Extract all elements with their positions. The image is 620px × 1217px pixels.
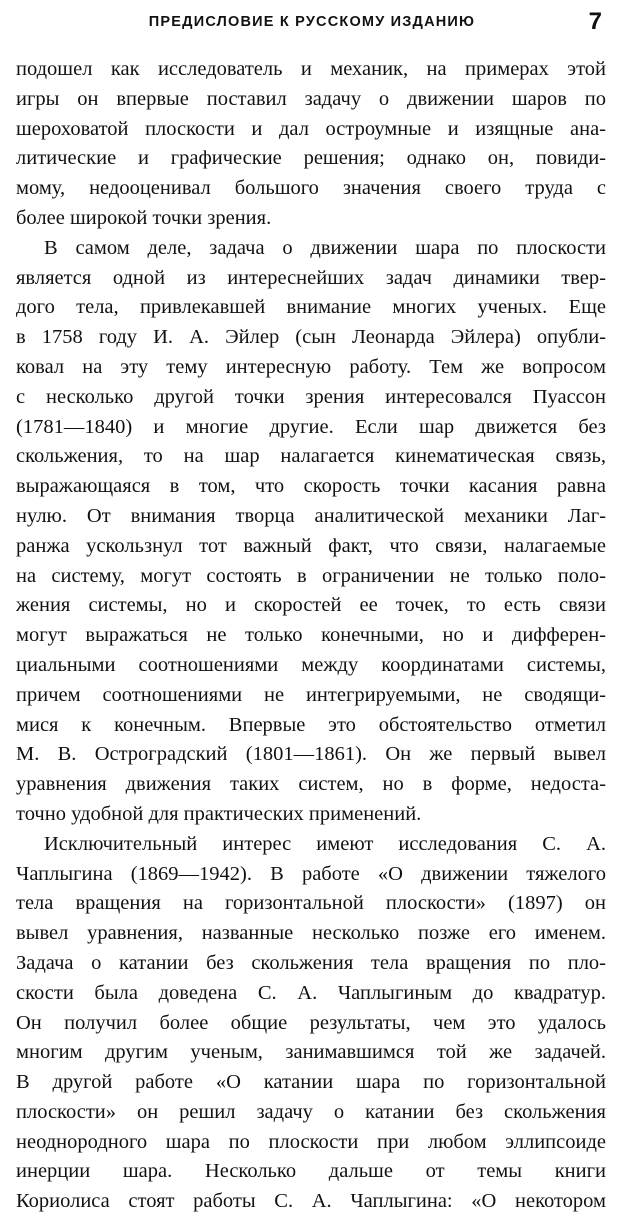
- text-line: с несколько другой точки зрения интересовался Пуассон: [16, 385, 606, 408]
- text-line: причем соотношениями не интегрируемыми, не сводящи-: [16, 683, 606, 706]
- text-line: тела вращения на горизонтальной плоскости» (1897) он: [16, 892, 606, 915]
- text-line: инерции шара. Несколько дальше от темы книги: [16, 1160, 606, 1183]
- text-line: (1781—1840) и многие другие. Если шар движется без: [16, 415, 606, 438]
- text-line: циальными соотношениями между координатами системы,: [16, 653, 606, 676]
- text-line: шероховатой плоскости и дал остроумные и изящные ана-: [16, 117, 606, 140]
- running-head: ПРЕДИСЛОВИЕ К РУССКОМУ ИЗДАНИЮ: [148, 14, 476, 30]
- text-line: Он получил более общие результаты, чем это удалось: [16, 1011, 606, 1034]
- text-line: плоскости» он решил задачу о катании без скольжения: [16, 1100, 606, 1123]
- page-header: [22, 8, 602, 38]
- text-line: В другой работе «О катании шара по горизонтальной: [16, 1071, 606, 1094]
- text-line: литические и графические решения; однако он, повиди-: [16, 147, 606, 170]
- body-text: [16, 55, 606, 1217]
- text-line: В самом деле, задача о движении шара по плоскости: [44, 236, 606, 259]
- text-line: мому, недооценивал большого значения своего труда с: [16, 177, 606, 200]
- text-line: более широкой точки зрения.: [16, 206, 272, 229]
- text-line: уравнения движения таких систем, но в форме, недоста-: [16, 773, 606, 796]
- text-line: ковал на эту тему интересную работу. Тем же вопросом: [16, 355, 606, 378]
- text-line: Исключительный интерес имеют исследования С. А.: [44, 832, 606, 855]
- text-line: нулю. От внимания творца аналитической механики Лаг-: [16, 504, 606, 527]
- text-line: многим другим ученым, занимавшимся той же задачей.: [16, 1041, 606, 1064]
- text-line: вывел уравнения, названные несколько позже его именем.: [16, 922, 606, 945]
- text-line: ранжа ускользнул тот важный факт, что связи, налагаемые: [16, 534, 606, 557]
- text-line: дого тела, привлекавшей внимание многих ученых. Еще: [16, 296, 606, 319]
- text-line: скольжения, то на шар налагается кинематическая связь,: [16, 445, 606, 468]
- text-line: могут выражаться не только конечными, но и дифферен-: [16, 624, 606, 647]
- text-line: мися к конечным. Впервые это обстоятельство отметил: [16, 713, 606, 736]
- text-line: Кориолиса стоят работы С. А. Чаплыгина: «О некотором: [16, 1190, 606, 1213]
- text-line: игры он впервые поставил задачу о движении шаров по: [16, 87, 606, 110]
- page-number: 7: [588, 8, 602, 35]
- text-line: в 1758 году И. А. Эйлер (сын Леонарда Эйлера) опубли-: [16, 326, 606, 349]
- text-line: выражающаяся в том, что скорость точки касания равна: [16, 475, 606, 498]
- text-line: Чаплыгина (1869—1942). В работе «О движении тяжелого: [16, 862, 606, 885]
- text-line: М. В. Остроградский (1801—1861). Он же первый вывел: [16, 743, 606, 766]
- text-line: неоднородного шара по плоскости при любом эллипсоиде: [16, 1130, 606, 1153]
- text-line: является одной из интереснейших задач динамики твер-: [16, 266, 606, 289]
- text-line: на систему, могут состоять в ограничении не только поло-: [16, 564, 606, 587]
- text-line: Задача о катании без скольжения тела вращения по пло-: [16, 951, 606, 974]
- text-line: точно удобной для практических применений.: [16, 802, 422, 825]
- text-line: подошел как исследователь и механик, на примерах этой: [16, 58, 606, 80]
- text-line: скости была доведена С. А. Чаплыгиным до квадратур.: [16, 981, 606, 1004]
- text-line: жения системы, но и скоростей ее точек, то есть связи: [16, 594, 606, 617]
